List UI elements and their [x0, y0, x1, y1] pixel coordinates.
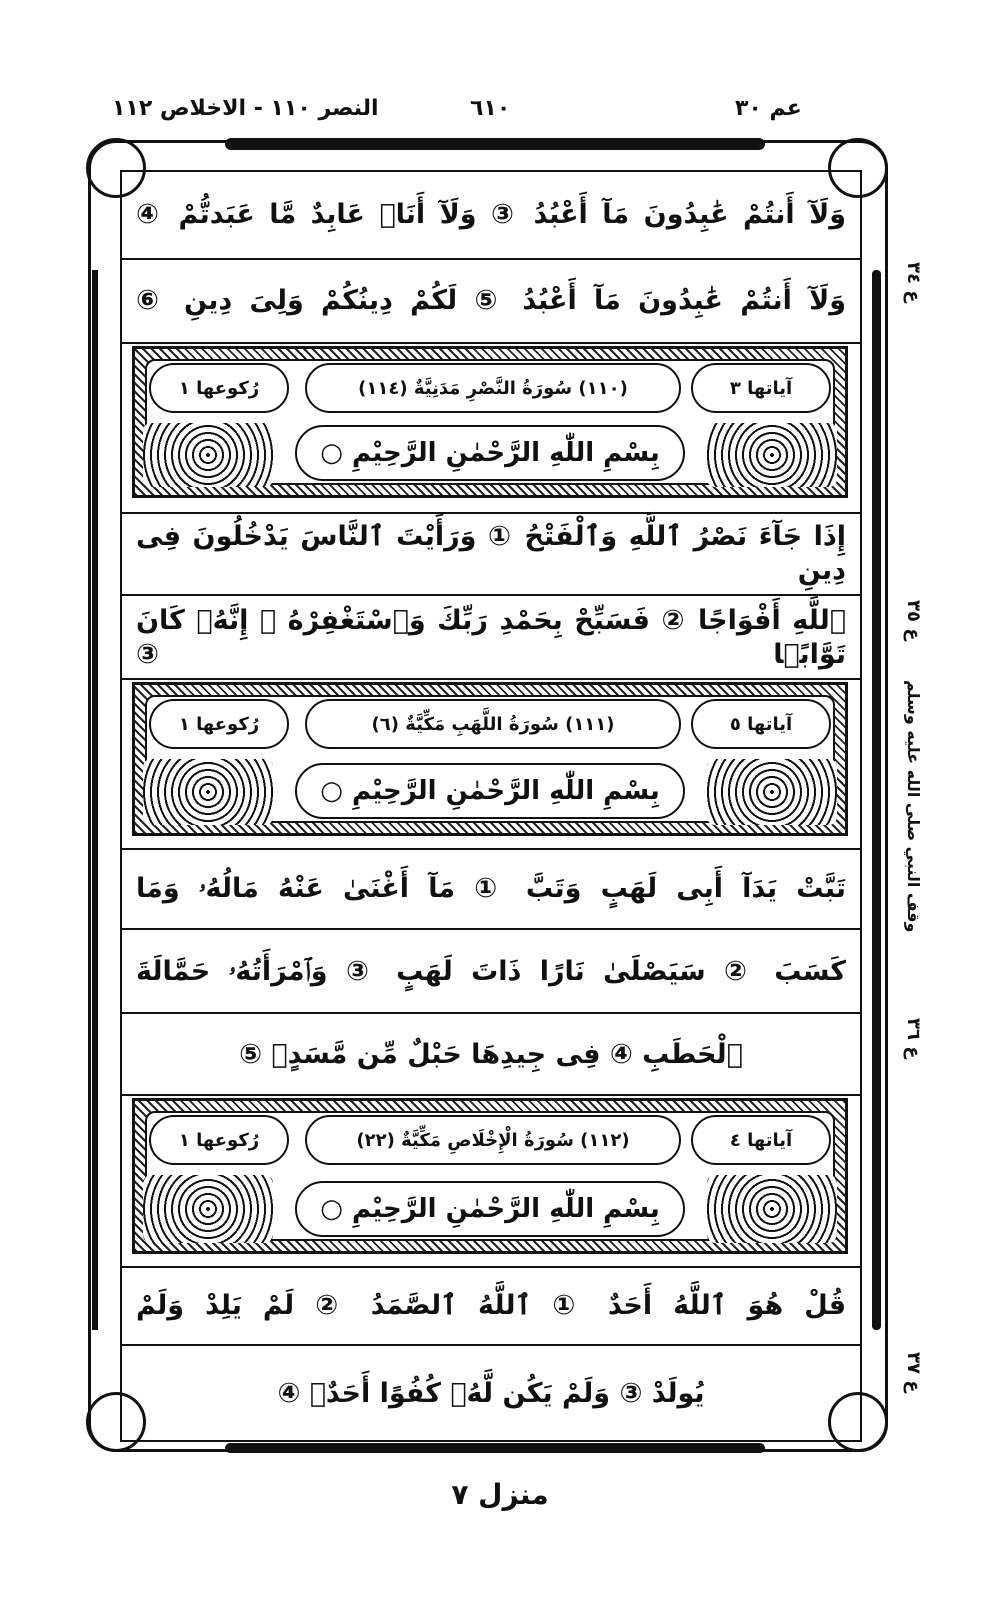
ruku-count: رُكوعها ١ [149, 363, 289, 413]
verse-text: ٱللَّهِ أَفْوَاجًا ② فَسَبِّحْ بِحَمْدِ رَبِّكَ وَٱسْتَغْفِرْهُ ۚ إِنَّهُۥ كَانَ تَوَّابًۢا ③ [136, 605, 846, 670]
surah-header-lahab [132, 682, 848, 836]
verse-text: قُلْ هُوَ ٱللَّهُ أَحَدٌ ① ٱللَّهُ ٱلصَّمَدُ ② لَمْ يَلِدْ وَلَمْ [136, 1290, 846, 1322]
frame-top-bar [225, 138, 765, 150]
ornament [707, 1175, 837, 1243]
juz-label: عم ٣٠ [735, 96, 802, 121]
verse-text: تَبَّتْ يَدَآ أَبِى لَهَبٍ وَتَبَّ ① مَآ أَغْنَىٰ عَنْهُ مَالُهُۥ وَمَا [136, 873, 846, 905]
surah-header-nasr [132, 346, 848, 498]
surah-title: (١١٢) سُورَةُ الْإِخْلَاصِ مَكِّيَّةٌ (٢٢) [305, 1115, 681, 1165]
bismillah: بِسْمِ اللّٰهِ الرَّحْمٰنِ الرَّحِيْمِ ○ [295, 1181, 685, 1237]
verse-line [120, 848, 862, 930]
ruku-marker: ع ٣٤ [903, 262, 924, 303]
surah-title: (١١١) سُورَةُ اللَّهَبِ مَكِّيَّةٌ (٦) [305, 699, 681, 749]
ruku-marker: ع ٣٥ [903, 600, 924, 641]
verse-line [120, 512, 862, 596]
ornament [707, 759, 837, 825]
frame-bottom-bar [225, 1443, 765, 1453]
verse-line [120, 1266, 862, 1346]
ruku-marker: ع ٣٧ [903, 1352, 924, 1393]
ruku-count: رُكوعها ١ [149, 699, 289, 749]
page-number: ٦١٠ [470, 96, 511, 121]
frame-right-bar [872, 270, 881, 1330]
bismillah: بِسْمِ اللّٰهِ الرَّحْمٰنِ الرَّحِيْمِ ○ [295, 425, 685, 481]
ayat-count: آياتها ٣ [691, 363, 831, 413]
ornament [143, 1175, 273, 1243]
verse-line [120, 1348, 862, 1440]
verse-text: إِذَا جَآءَ نَصْرُ ٱللَّهِ وَٱلْفَتْحُ ① وَرَأَيْتَ ٱلنَّاسَ يَدْخُلُونَ فِى دِينِ [136, 521, 846, 586]
verse-text: وَلَآ أَنتُمْ عَٰبِدُونَ مَآ أَعْبُدُ ⑤ لَكُمْ دِينُكُمْ وَلِىَ دِينِ ⑥ [136, 285, 846, 317]
ornament [143, 759, 273, 825]
frame-left-bar [92, 270, 98, 1330]
verse-line [120, 932, 862, 1014]
ruku-count: رُكوعها ١ [149, 1115, 289, 1165]
verse-line [120, 172, 862, 260]
ruku-marker: ع ٣٦ [903, 1018, 924, 1059]
verse-line [120, 1016, 862, 1096]
bismillah: بِسْمِ اللّٰهِ الرَّحْمٰنِ الرَّحِيْمِ ○ [295, 763, 685, 819]
surah-header-ikhlas [132, 1098, 848, 1254]
verse-text: وَلَآ أَنتُمْ عَٰبِدُونَ مَآ أَعْبُدُ ③ وَلَآ أَنَا۠ عَابِدٌ مَّا عَبَدتُّمْ ④ [136, 199, 846, 231]
verse-line [120, 260, 862, 344]
ornament [707, 423, 837, 487]
surah-title: (١١٠) سُورَةُ النَّصْرِ مَدَنِيَّةٌ (١١٤) [305, 363, 681, 413]
verse-text: كَسَبَ ② سَيَصْلَىٰ نَارًا ذَاتَ لَهَبٍ ③ وَٱمْرَأَتُهُۥ حَمَّالَةَ [136, 956, 846, 988]
ayat-count: آياتها ٤ [691, 1115, 831, 1165]
surah-range: النصر ١١٠ - الاخلاص ١١٢ [112, 96, 379, 121]
ayat-count: آياتها ٥ [691, 699, 831, 749]
verse-text: يُولَدْ ③ وَلَمْ يَكُن لَّهُۥ كُفُوًا أَحَدٌۢ ④ [277, 1378, 705, 1410]
ornament [143, 423, 273, 487]
manzil-label: منزل ٧ [451, 1478, 549, 1511]
verse-line [120, 598, 862, 680]
waqf-note: وقف النبي صلى الله عليه وسلم [904, 680, 923, 933]
verse-text: ٱلْحَطَبِ ④ فِى جِيدِهَا حَبْلٌ مِّن مَّسَدٍۭ ⑤ [239, 1039, 743, 1071]
